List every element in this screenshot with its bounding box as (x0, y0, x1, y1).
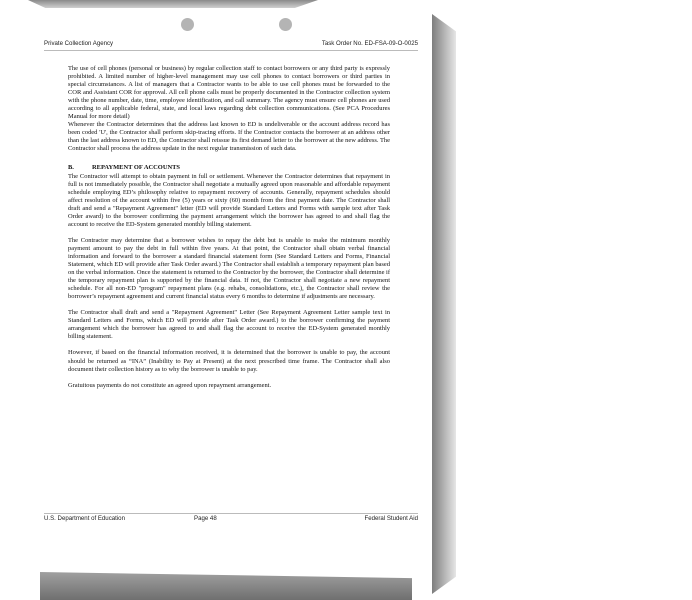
paragraph-repayment-2: The Contractor may determine that a borrower wishes to repay the debt but is unable to make the minimum monthly payment amount to pay the debt in full within five years. At that point, the Contractor shall obtain verbal financial information and forward to the borrower a standard financial statement form (See Standard Letters and Forms, Financial Statement, which ED will provide after Task Order award.) The Contractor shall establish a temporary repayment plan based on the verbal information. Once the statement is returned to the Contractor by the borrower, the Contractor shall determine if the temporary repayment plan is supported by the financial data. If not, the Contractor shall negotiate a new repayment schedule. For all non-ED "program" repayment plans (e.g. rehabs, consolidations, etc.), the Contractor shall review the borrower’s repayment agreement and current financial status every 6 months to determine if adjustments are necessary. (68, 236, 390, 301)
paragraph-cell-phones: The use of cell phones (personal or business) by regular collection staff to contact borrowers or any third party is expressly prohibited. A limited number of higher-level management may use cell phones to contact borrowers or third parties in special circumstances. A list of managers that a Contractor wants to be able to use cell phones must be forwarded to the COR and Assistant COR for approval. All cell phone calls must be properly documented in the Contractor collection system with the phone number, date, time, employee identification, and call summary. The agency must ensure cell phones are used according to all applicable federal, state, and local laws regarding debt collection communications. (See PCA Procedures Manual for more detail) (68, 65, 390, 121)
footer-rule (44, 513, 418, 514)
paragraph-repayment-1: The Contractor will attempt to obtain payment in full or settlement. Whenever the Contractor determines that repayment in full is not immediately possible, the Contractor shall negotiate a mutually agreed upon reasonable and affordable repayment schedule employing ED’s philosophy relative to repayment recovery of accounts. Generally, repayment schedules should affect resolution of the account within five (5) years or sixty (60) month from the first payment date. The Contractor shall draft and send a "Repayment Agreement" letter (ED will provide Standard Letters and Forms with sample text after Task Order award) to the borrower confirming the payment arrangement which the borrower has agreed to and shall flag the account to receive the ED-System generated monthly billing statement. (68, 172, 390, 228)
punch-hole (181, 18, 194, 31)
page-shadow-right (432, 14, 456, 594)
page-header (44, 40, 418, 49)
punch-hole (279, 18, 292, 31)
page-shadow-top (28, 0, 318, 8)
document-body (68, 65, 390, 398)
footer-department: U.S. Department of Education (44, 515, 125, 522)
page-shadow-bottom (40, 572, 412, 600)
paragraph-repayment-5: Gratuitous payments do not constitute an agreed upon repayment arrangement. (68, 381, 272, 389)
page-footer (44, 515, 418, 524)
footer-page-number: Page 48 (194, 515, 217, 522)
footer-office: Federal Student Aid (364, 515, 418, 522)
section-heading (68, 164, 390, 172)
section-title: REPAYMENT OF ACCOUNTS (92, 163, 180, 171)
header-task-order: Task Order No. ED-FSA-09-O-0025 (321, 40, 418, 47)
header-agency: Private Collection Agency (44, 40, 114, 47)
paragraph-repayment-3: The Contractor shall draft and send a "Repayment Agreement" Letter (See Repayment Agreement Letter sample text in Standard Letters and Forms, which ED will provide after Task Order award.) to the borrower confirming the payment arrangement which the borrower has agreed to and shall flag the account to receive the ED-System generated monthly billing statement. (68, 309, 390, 341)
paragraph-skip-tracing: Whenever the Contractor determines that the address last known to ED is undeliverable or the account address record has been coded 'U', the Contractor shall perform skip-tracing efforts. If the Contractor contacts the borrower at an address other than the last address known to ED, the Contractor shall reissue its first demand letter to the borrower at the new address. The Contractor shall process the address update in the next regular transmission of such data. (68, 121, 390, 153)
paragraph-repayment-4: However, if based on the financial information received, it is determined that the borrower is unable to pay, the account should be returned as “INA” (Inability to Pay at Present) at the next prescribed time frame. The Contractor shall also document their collection history as to why the borrower is unable to pay. (68, 349, 390, 373)
section-number: B. (68, 163, 74, 171)
header-rule (44, 50, 418, 51)
